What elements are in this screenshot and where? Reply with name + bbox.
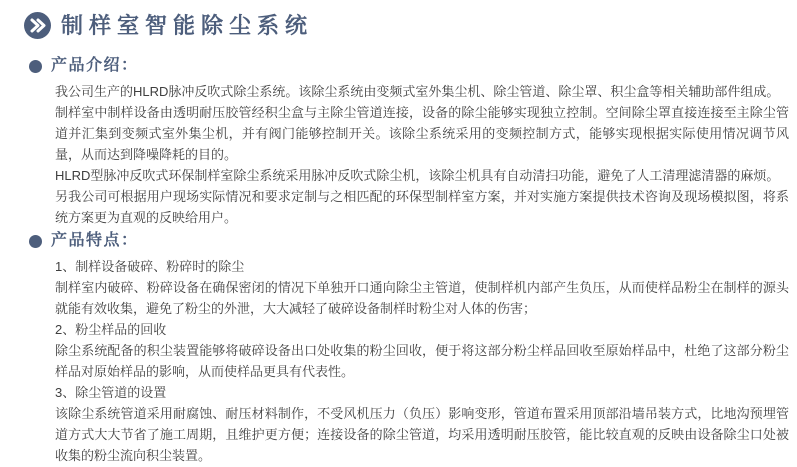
intro-paragraph: 制样室中制样设备由透明耐压胶管经积尘盒与主除尘管道连接，设备的除尘能够实现独立控制。空间除尘罩直接连接至主除尘管道并汇集到变频式室外集尘机，并有阀门能够控制开关。该除尘系统采用的变频控制方式，能够实现根据实际使用情况调节风量，从而达到降噪降耗的目的。 [55, 105, 789, 162]
section-title-intro: 产品介绍： [51, 57, 139, 74]
intro-paragraph: HLRD型脉冲反吹式环保制样室除尘系统采用脉冲反吹式除尘机，该除尘机具有自动清扫功能，避免了人工清理滤清器的麻烦。 [55, 168, 780, 183]
double-chevron-right-icon [24, 12, 51, 39]
features-body [55, 256, 789, 466]
feature-item-title: 2、粉尘样品的回收 [55, 322, 167, 337]
section-features [24, 230, 789, 466]
feature-item-title: 3、除尘管道的设置 [55, 385, 167, 400]
feature-item-body: 除尘系统配备的积尘装置能够将破碎设备出口处收集的粉尘回收，便于将这部分粉尘样品回收至原始样品中，杜绝了这部分粉尘样品对原始样品的影响，从而使样品更具有代表性。 [55, 343, 789, 379]
page-title: 制样室智能除尘系统 [61, 13, 314, 38]
section-heading-intro [29, 55, 789, 77]
feature-item-title: 1、制样设备破碎、粉碎时的除尘 [55, 259, 245, 274]
page-header [24, 12, 789, 39]
section-intro [24, 55, 789, 228]
intro-paragraph: 我公司生产的HLRD脉冲反吹式除尘系统。该除尘系统由变频式室外集尘机、除尘管道、除尘罩、积尘盒等相关辅助部件组成。 [55, 84, 780, 99]
feature-item-body: 该除尘系统管道采用耐腐蚀、耐压材料制作，不受风机压力（负压）影响变形，管道布置采用顶部沿墙吊装方式，比地沟预埋管道方式大大节省了施工周期，且维护更方便；连接设备的除尘管道，均采用透明耐压胶管，能比较直观的反映由设备除尘口处被收集的粉尘流向积尘装置。 [55, 406, 789, 463]
intro-body [55, 81, 789, 228]
bullet-icon [29, 235, 42, 248]
feature-item-body: 制样室内破碎、粉碎设备在确保密闭的情况下单独开口通向除尘主管道，使制样机内部产生负压，从而使样品粉尘在制样的源头就能有效收集，避免了粉尘的外泄，大大减轻了破碎设备制样时粉尘对人体的伤害； [55, 280, 789, 316]
intro-paragraph: 另我公司可根据用户现场实际情况和要求定制与之相匹配的环保型制样室方案，并对实施方案提供技术咨询及现场模拟图，将系统方案更为直观的反映给用户。 [55, 189, 789, 225]
section-title-features: 产品特点： [51, 232, 139, 249]
section-heading-features [29, 230, 789, 252]
bullet-icon [29, 60, 42, 73]
